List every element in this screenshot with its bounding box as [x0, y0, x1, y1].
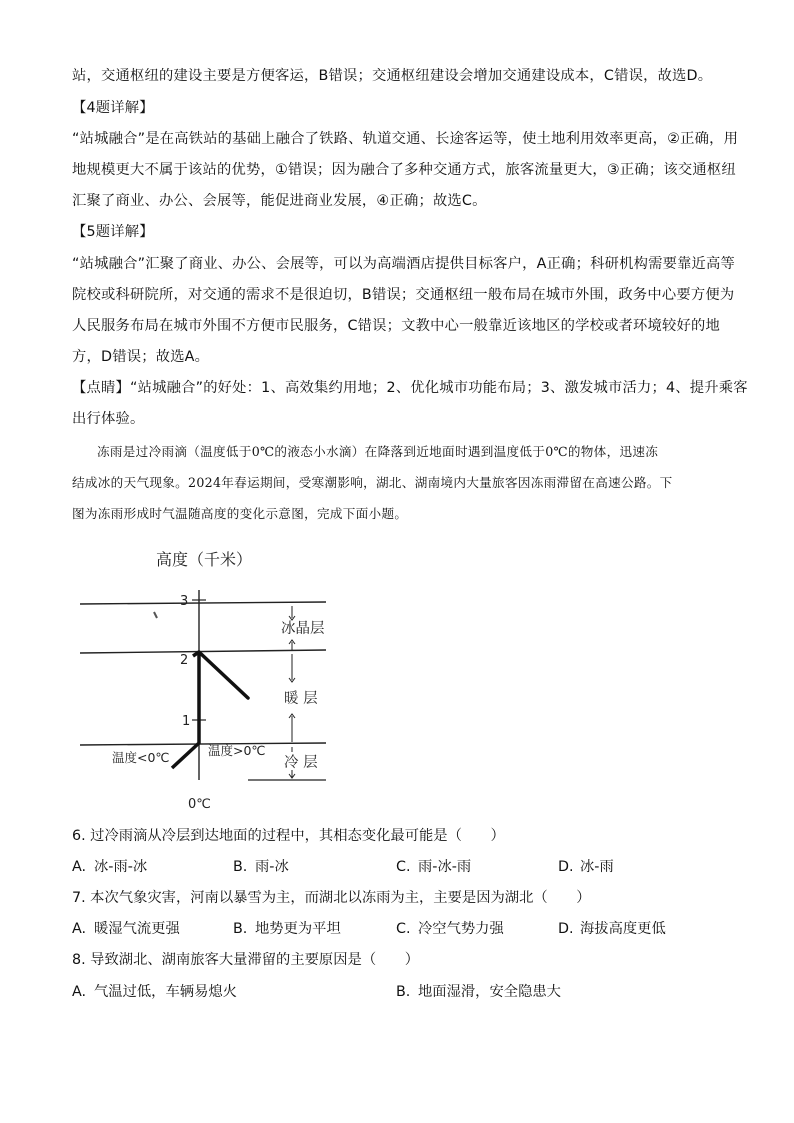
text-line: 方，D错误；故选A。 — [72, 349, 210, 365]
option-key: C. — [396, 859, 411, 875]
option-text: 地势更为平坦 — [255, 921, 341, 937]
option-key: C. — [396, 921, 411, 937]
label-above-zero: 温度>0℃ — [208, 743, 266, 758]
question-7-option-a[interactable] — [72, 919, 180, 939]
text-line: “站城融合”是在高铁站的基础上融合了铁路、轨道交通、长途客运等，使土地利用效率更高，②正确，用 — [72, 131, 739, 147]
section-heading-q5: 【5题详解】 — [72, 224, 154, 240]
option-text: 雨-冰 — [255, 859, 289, 875]
boundary-line-low — [80, 743, 326, 745]
x-axis-label: 0℃ — [188, 797, 211, 812]
option-key: B. — [233, 921, 248, 937]
option-text: 雨-冰-雨 — [418, 859, 472, 875]
option-key: D. — [558, 859, 574, 875]
tick-label-3: 3 — [180, 594, 189, 609]
section-heading-q4: 【4题详解】 — [72, 100, 154, 116]
option-key: A. — [72, 984, 87, 1000]
question-6-option-d[interactable] — [558, 857, 614, 877]
question-6-option-c[interactable] — [396, 857, 471, 877]
question-6-option-b[interactable] — [233, 857, 289, 877]
option-text: 气温过低，车辆易熄火 — [94, 984, 237, 1000]
text-line: 地规模更大不属于该站的优势，①错误；因为融合了多种交通方式，旅客流量更大，③正确；该交通枢纽 — [72, 162, 736, 178]
question-6-stem: 6. 过冷雨滴从冷层到达地面的过程中，其相态变化最可能是（ ） — [72, 828, 505, 844]
question-8-stem: 8. 导致湖北、湖南旅客大量滞留的主要原因是（ ） — [72, 952, 420, 968]
text-line: 人民服务布局在城市外围不方便市民服务，C错误；文教中心一般靠近该地区的学校或者环境较好的地 — [72, 318, 721, 334]
speck-mark — [154, 612, 157, 618]
text-line: “站城融合”汇聚了商业、办公、会展等，可以为高端酒店提供目标客户，A正确；科研机构需要靠近高等 — [72, 256, 736, 272]
intro-line: 图为冻雨形成时气温随高度的变化示意图，完成下面小题。 — [72, 506, 408, 521]
text-line: 汇聚了商业、办公、会展等，能促进商业发展，④正确；故选C。 — [72, 193, 487, 209]
layer-label-warm: 暖 层 — [284, 691, 318, 707]
text-line: 出行体验。 — [72, 411, 145, 427]
question-7-option-d[interactable] — [558, 919, 666, 939]
layer-label-ice-crystal: 冰晶层 — [281, 621, 325, 637]
option-key: B. — [233, 859, 248, 875]
option-key: D. — [558, 921, 574, 937]
option-text: 暖湿气流更强 — [94, 921, 180, 937]
question-intro — [72, 436, 722, 529]
y-axis-label: 高度（千米） — [156, 550, 253, 569]
intro-line: 结成冰的天气现象。2024年春运期间，受寒潮影响，湖北、湖南境内大量旅客因冻雨滞留在高速公路。下 — [72, 475, 673, 490]
tick-label-2: 2 — [180, 653, 189, 668]
boundary-line-mid — [80, 650, 326, 653]
intro-line: 冻雨是过冷雨滴（温度低于0℃的液态小水滴）在降落到近地面时遇到温度低于0℃的物体，迅速冻 — [97, 444, 659, 459]
option-text: 海拔高度更低 — [580, 921, 666, 937]
freezing-rain-diagram — [70, 540, 370, 815]
boundary-line-top — [80, 602, 326, 604]
question-8-option-a[interactable] — [72, 982, 237, 1002]
tip-line: 【点睛】“站城融合”的好处：1、高效集约用地；2、优化城市功能布局；3、激发城市活力；4、提升乘客 — [72, 380, 748, 396]
question-8-option-b[interactable] — [396, 982, 561, 1002]
option-text: 冷空气势力强 — [418, 921, 504, 937]
tick-label-1: 1 — [182, 714, 191, 729]
option-key: B. — [396, 984, 411, 1000]
label-below-zero: 温度<0℃ — [112, 750, 170, 765]
text-line: 院校或科研院所，对交通的需求不是很迫切，B错误；交通枢纽一般布局在城市外围，政务中心要方便为 — [72, 287, 735, 303]
option-text: 冰-雨 — [580, 859, 614, 875]
option-key: A. — [72, 859, 87, 875]
text-line: 站，交通枢纽的建设主要是方便客运，B错误；交通枢纽建设会增加交通建设成本，C错误，故选D。 — [72, 68, 713, 84]
question-6-option-a[interactable] — [72, 857, 147, 877]
question-7-stem: 7. 本次气象灾害，河南以暴雪为主，而湖北以冻雨为主，主要是因为湖北（ ） — [72, 890, 591, 906]
option-text: 冰-雨-冰 — [94, 859, 148, 875]
layer-label-cold: 冷 层 — [284, 755, 318, 771]
question-7-option-c[interactable] — [396, 919, 504, 939]
option-key: A. — [72, 921, 87, 937]
question-7-option-b[interactable] — [233, 919, 341, 939]
option-text: 地面湿滑，安全隐患大 — [418, 984, 561, 1000]
